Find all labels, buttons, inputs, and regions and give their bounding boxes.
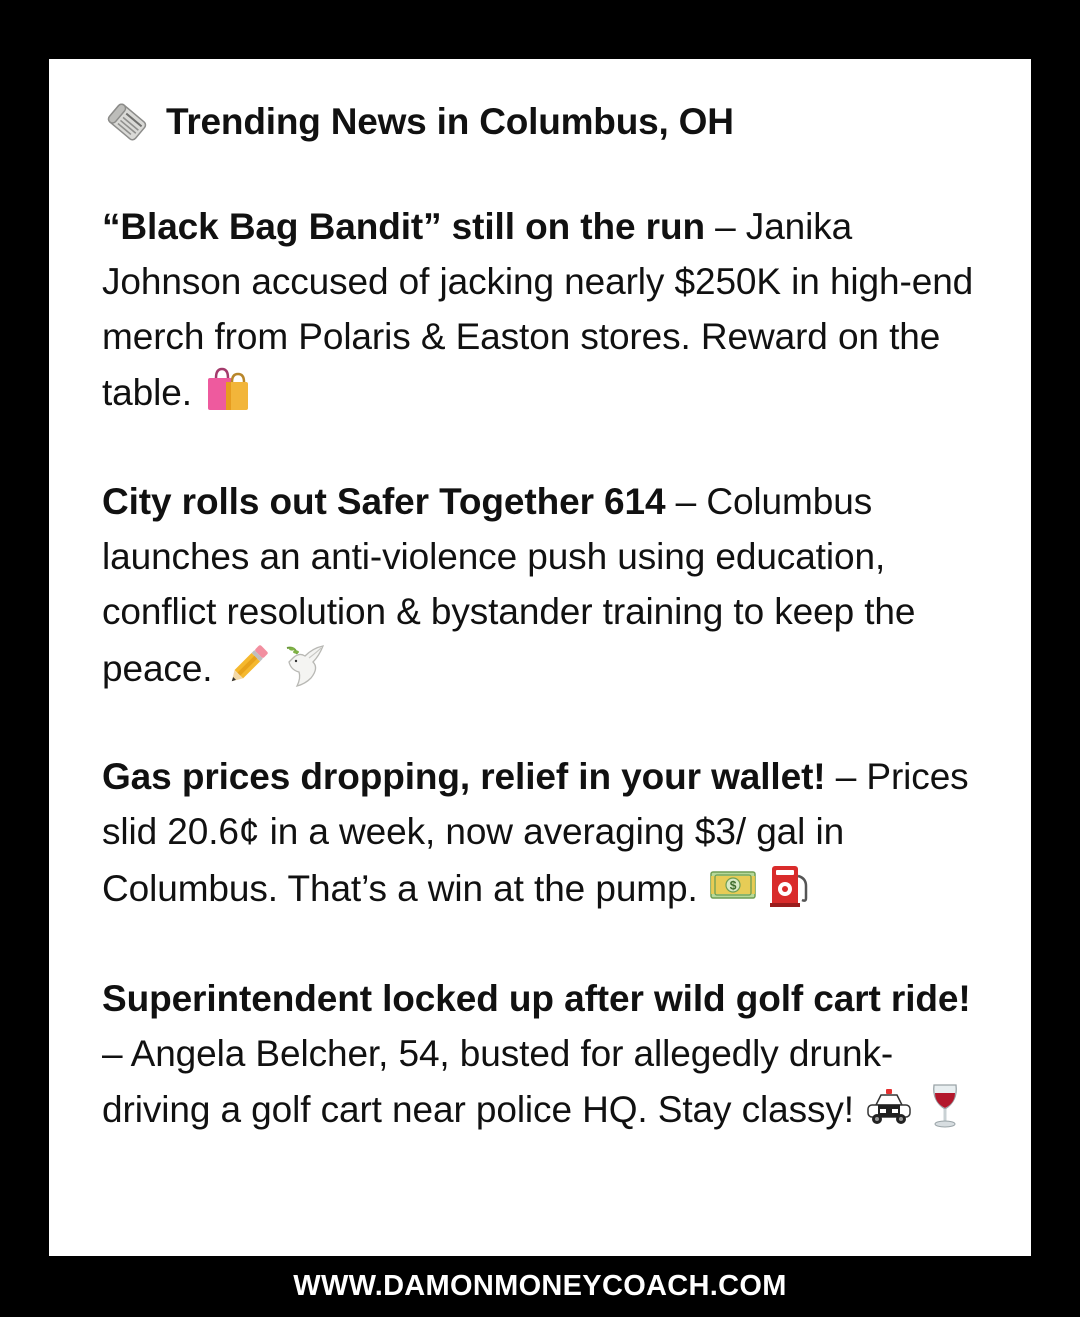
dollar-banknote-icon — [708, 860, 758, 910]
shopping-bags-icon — [202, 364, 252, 414]
news-headline: Gas prices dropping, relief in your wallet! — [102, 756, 826, 798]
news-headline: Superintendent locked up after wild golf cart ride! — [102, 977, 971, 1019]
pencil-icon — [223, 640, 273, 690]
fuel-pump-icon — [764, 860, 814, 910]
news-item-golf-cart — [102, 972, 981, 1138]
news-body: – Janika Johnson accused of jacking nearly $250K in high-end merch from Polaris & Easton stores. Reward on the table. — [102, 206, 974, 414]
page-title-text: Trending News in Columbus, OH — [166, 101, 734, 142]
news-card — [49, 59, 1031, 1256]
rolled-newspaper-icon — [102, 97, 152, 147]
wine-glass-icon — [920, 1081, 970, 1131]
news-body: – Angela Belcher, 54, busted for allegedly drunk-driving a golf cart near police HQ. Stay classy! — [102, 1032, 894, 1131]
news-body: – Columbus launches an anti-violence push using education, conflict resolution & bystander training to keep the peace. — [102, 481, 916, 689]
news-body: – Prices slid 20.6¢ in a week, now averaging $3/ gal in Columbus. That’s a win at the pump. — [102, 756, 969, 909]
svg-text:$: $ — [729, 878, 736, 893]
news-item-gas-prices — [102, 750, 981, 916]
news-headline: City rolls out Safer Together 614 — [102, 481, 666, 523]
news-headline: “Black Bag Bandit” still on the run — [102, 206, 705, 247]
page-title — [102, 95, 981, 149]
dove-icon — [279, 640, 329, 690]
police-car-icon — [864, 1081, 914, 1131]
footer-website: WWW.DAMONMONEYCOACH.COM — [293, 1270, 787, 1302]
news-item-black-bag-bandit — [102, 200, 981, 421]
news-item-safer-together — [102, 475, 981, 696]
